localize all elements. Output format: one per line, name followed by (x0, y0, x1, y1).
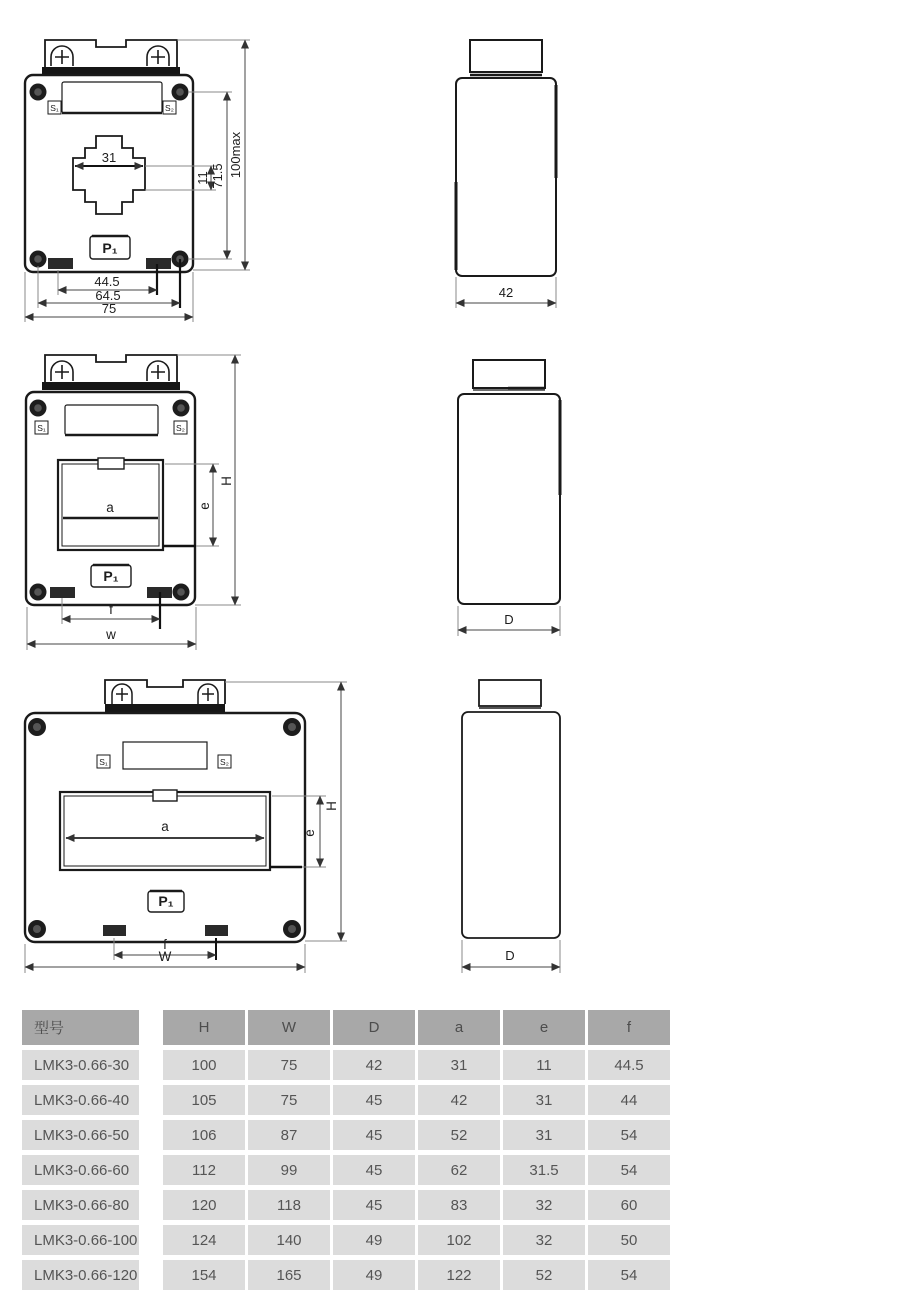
dim-aperture-width: a (161, 819, 169, 834)
dim-slot-pitch: f (109, 602, 113, 617)
value-cell: 32 (503, 1225, 585, 1255)
value-cell: 100 (163, 1050, 245, 1080)
value-cell: 49 (333, 1260, 415, 1290)
model-cell: LMK3-0.66-120 (22, 1260, 160, 1290)
dim-total-height: 100max (228, 131, 243, 179)
col-header-W: W (248, 1010, 330, 1045)
side-view-1 (456, 40, 556, 276)
value-cell: 52 (418, 1120, 500, 1150)
dim-depth: D (504, 612, 514, 627)
col-header-e: e (503, 1010, 585, 1045)
dim-body-width: W (158, 949, 172, 964)
value-cell: 75 (248, 1085, 330, 1115)
value-cell: 120 (163, 1190, 245, 1220)
col-header-H: H (163, 1010, 245, 1045)
table-row (22, 1225, 670, 1255)
s2-terminal-label: S₂ (176, 423, 185, 433)
value-cell: 165 (248, 1260, 330, 1290)
value-cell: 42 (333, 1050, 415, 1080)
value-cell: 62 (418, 1155, 500, 1185)
value-cell: 83 (418, 1190, 500, 1220)
dim-slot-pitch: f (163, 937, 167, 952)
s2-terminal-label: S₂ (220, 757, 229, 767)
side-view-2 (458, 360, 560, 604)
value-cell: 54 (588, 1260, 670, 1290)
table-row (22, 1260, 670, 1290)
p1-terminal-label: P₁ (103, 568, 119, 584)
model-cell: LMK3-0.66-40 (22, 1085, 160, 1115)
col-header-f: f (588, 1010, 670, 1045)
model-cell: LMK3-0.66-80 (22, 1190, 160, 1220)
value-cell: 60 (588, 1190, 670, 1220)
value-cell: 31 (418, 1050, 500, 1080)
dim-total-height: H (324, 801, 339, 811)
value-cell: 106 (163, 1120, 245, 1150)
col-header-a: a (418, 1010, 500, 1045)
table-row (22, 1085, 670, 1115)
dim-body-width: w (106, 627, 116, 642)
dim-aperture-width: a (106, 500, 114, 515)
model-cell: LMK3-0.66-100 (22, 1225, 160, 1255)
table-header-row (22, 1010, 670, 1045)
value-cell: 49 (333, 1225, 415, 1255)
dim-depth: D (505, 948, 515, 963)
dim-aperture-half-height: 11 (195, 171, 210, 185)
value-cell: 45 (333, 1085, 415, 1115)
value-cell: 32 (503, 1190, 585, 1220)
screw-ear-icon (51, 361, 169, 381)
value-cell: 44 (588, 1085, 670, 1115)
dim-body-width: 75 (101, 301, 117, 316)
dimension-table (19, 1005, 673, 1295)
front-view-3 (25, 680, 305, 942)
value-cell: 112 (163, 1155, 245, 1185)
s1-terminal-label: S₁ (99, 757, 108, 767)
model-cell: LMK3-0.66-50 (22, 1120, 160, 1150)
value-cell: 45 (333, 1190, 415, 1220)
front-view-2 (26, 355, 195, 605)
value-cell: 54 (588, 1155, 670, 1185)
table-row (22, 1120, 670, 1150)
dim-aperture-width: 31 (101, 150, 117, 165)
side-view-3 (462, 680, 560, 938)
col-header-model: 型号 (22, 1010, 160, 1045)
dim-slot-pitch: 44.5 (94, 274, 120, 289)
value-cell: 124 (163, 1225, 245, 1255)
value-cell: 140 (248, 1225, 330, 1255)
s1-terminal-label: S₁ (50, 103, 59, 113)
value-cell: 31.5 (503, 1155, 585, 1185)
side-view-2-dimensions (458, 606, 560, 636)
s2-terminal-label: S₂ (165, 103, 174, 113)
side-view-1-dimensions (456, 277, 556, 308)
value-cell: 45 (333, 1155, 415, 1185)
value-cell: 42 (418, 1085, 500, 1115)
value-cell: 31 (503, 1120, 585, 1150)
value-cell: 118 (248, 1190, 330, 1220)
screw-ear-icon (51, 46, 169, 66)
value-cell: 75 (248, 1050, 330, 1080)
col-header-D: D (333, 1010, 415, 1045)
value-cell: 99 (248, 1155, 330, 1185)
dim-hole-pitch-v: 71.5 (210, 163, 225, 189)
value-cell: 45 (333, 1120, 415, 1150)
value-cell: 31 (503, 1085, 585, 1115)
value-cell: 50 (588, 1225, 670, 1255)
side-view-3-dimensions (462, 940, 560, 973)
value-cell: 11 (503, 1050, 585, 1080)
value-cell: 52 (503, 1260, 585, 1290)
dim-total-height: H (219, 476, 234, 486)
value-cell: 154 (163, 1260, 245, 1290)
value-cell: 105 (163, 1085, 245, 1115)
model-cell: LMK3-0.66-60 (22, 1155, 160, 1185)
value-cell: 122 (418, 1260, 500, 1290)
p1-terminal-label: P₁ (158, 893, 174, 909)
dim-depth: 42 (498, 285, 514, 300)
table-row (22, 1155, 670, 1185)
p1-terminal-label: P₁ (102, 240, 118, 256)
value-cell: 102 (418, 1225, 500, 1255)
dim-aperture-height: e (302, 829, 317, 837)
table-row (22, 1190, 670, 1220)
model-cell: LMK3-0.66-30 (22, 1050, 160, 1080)
value-cell: 54 (588, 1120, 670, 1150)
s1-terminal-label: S₁ (37, 423, 46, 433)
value-cell: 87 (248, 1120, 330, 1150)
table-row (22, 1050, 670, 1080)
value-cell: 44.5 (588, 1050, 670, 1080)
dim-aperture-height: e (197, 502, 212, 510)
dim-hole-pitch-h: 64.5 (95, 288, 121, 303)
